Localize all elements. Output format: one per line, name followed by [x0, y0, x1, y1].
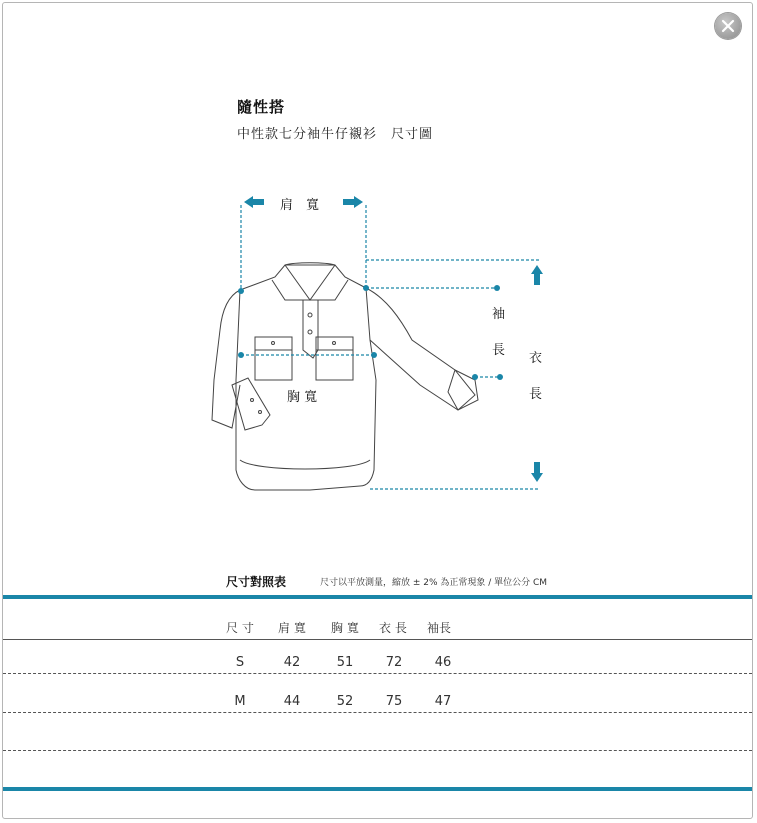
row-divider	[3, 673, 752, 674]
chest-width-label: 胸 寬	[287, 390, 318, 405]
shoulder-width-label: 肩 寬	[280, 198, 320, 213]
size-table-title: 尺寸對照表	[226, 575, 287, 589]
shoulder-arrow-right-icon	[343, 196, 363, 208]
shirt-body-outline	[236, 265, 376, 490]
length-arrow-down-icon	[531, 462, 543, 482]
header-shoulder: 肩 寬	[278, 621, 306, 635]
row-s-length: 72	[385, 655, 403, 670]
length-arrow-up-icon	[531, 265, 543, 285]
page-subtitle: 中性款七分袖牛仔襯衫 尺寸圖	[237, 127, 434, 142]
size-table-note: 尺寸以平放測量，縮放 ± 2% 為正常現象 / 單位公分 CM	[320, 578, 548, 588]
brand-title: 隨性搭	[237, 98, 286, 116]
row-s-shoulder: 42	[283, 655, 301, 670]
row-s-chest: 51	[336, 655, 354, 670]
body-length-label-1: 衣	[529, 351, 543, 366]
header-length: 衣 長	[379, 621, 407, 635]
header-divider	[3, 639, 752, 640]
row-divider	[3, 712, 752, 713]
row-m-chest: 52	[336, 694, 354, 709]
header-size: 尺 寸	[226, 621, 254, 635]
row-divider	[3, 750, 752, 751]
header-chest: 胸 寬	[331, 621, 359, 635]
table-top-bar	[3, 595, 752, 599]
row-s-size: S	[235, 655, 245, 670]
body-length-label-2: 長	[529, 387, 543, 402]
right-pocket	[316, 337, 353, 380]
left-sleeve	[212, 290, 240, 428]
sleeve-length-label-1: 袖	[492, 307, 506, 322]
shirt-collar	[272, 263, 348, 300]
row-m-shoulder: 44	[283, 694, 301, 709]
row-m-size: M	[234, 694, 246, 709]
left-cuff	[232, 378, 270, 430]
shoulder-arrow-left-icon	[244, 196, 264, 208]
sleeve-length-label-2: 長	[492, 343, 506, 358]
row-s-sleeve: 46	[434, 655, 452, 670]
header-sleeve: 袖長	[427, 621, 452, 635]
row-m-length: 75	[385, 694, 403, 709]
row-m-sleeve: 47	[434, 694, 452, 709]
table-bottom-bar	[3, 787, 752, 791]
left-pocket	[255, 337, 292, 380]
right-sleeve	[366, 288, 475, 410]
